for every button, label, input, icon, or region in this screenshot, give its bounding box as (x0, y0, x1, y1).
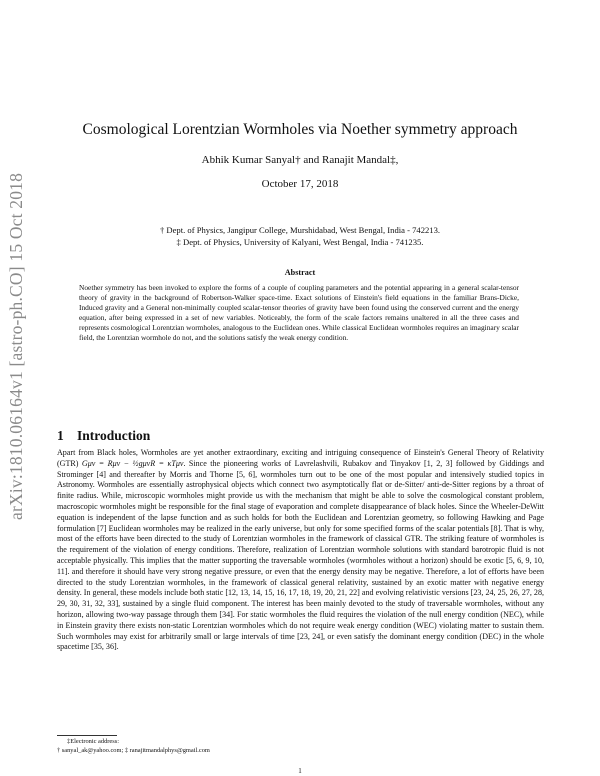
footnote-rule (57, 735, 117, 736)
page-number: 1 (298, 767, 302, 775)
paragraph-lead: Apart from Black holes, Wormholes are yet another extraordinary, exciting and intriguing consequence of Einstein's General Theory of Relativity (GTR) (57, 448, 544, 468)
affiliation-1: † Dept. of Physics, Jangipur College, Murshidabad, West Bengal, India - 742213. (159, 225, 441, 235)
paper-date: October 17, 2018 (261, 178, 339, 190)
section-heading (57, 428, 150, 444)
einstein-equation: Gμν = Rμν − ½gμνR = κTμν (81, 458, 184, 468)
author-list: Abhik Kumar Sanyal† and Ranajit Mandal‡, (201, 154, 399, 166)
footnote (57, 738, 457, 755)
footnote-label: ‡Electronic address: (67, 738, 119, 745)
paragraph-rest: . Since the pioneering works of Lavrelashvili, Rubakov and Tinyakov [1, 2, 3] followed by Giddings and Strominger [4] and thereafter by Morris and Thorne [5, 6], wormholes turn out to be one of the most popular and intensively studied topics in Astronomy. Wormholes are essentially astrophysical objects which connect two asymptotically flat or de-Sitter/ anti-de-Sitter regions by a throat of finite radius. While, microscopic wormholes might provide us with the mechanism that might be able to solve the cosmological constant problem, macroscopic wormholes might be responsible for the final stage of evaporation and complete disappearance of black holes. Since the Wheeler-DeWitt equation is independent of the lapse function and as such holds for both the Euclidean and Lorentzian geometry, so following Hawking and Page formulation [7] Euclidean wormholes may be realized in the early universe, but only for some specified forms of the scalar potentials [8]. That is why, most of the efforts have been directed to the study of Lorentzian wormholes in the framework of classical GTR. The striking feature of wormholes is the requirement of the violation of energy conditions. Therefore, realization of Lorentzian wormhole solutions with standard barotropic fluid is not acceptable physically. This implies that the matter supporting the traversable wormholes (wormholes without a horizon) should be exotic [5, 6, 9, 10, 11]. and therefore it should have very strong negative pressure, or even that the energy density may be negative. Therefore, a lot of efforts have been directed to the study Lorentzian wormholes, in the framework of classical general relativity, sustained by an exotic matter with negative energy density. In general, these models include both static [12, 13, 14, 15, 16, 17, 18, 19, 20, 21, 22] and evolving relativistic versions [23, 24, 25, 26, 27, 28, 29, 30, 31, 32, 33], sustained by a single fluid component. The interest has been mainly devoted to the study of traversable wormholes, without any horizon, allowing two-way passage through them [34]. For static wormholes the fluid requires the violation of the null energy condition (NEC), while in Einstein gravity there exists non-static Lorentzian wormholes which do not require weak energy condition (WEC) violating matter to sustain them. Such wormholes may exist for arbitrarily small or large intervals of time [23, 24], or even satisfy the dominant energy condition (DEC) in the whole spacetime [35, 36]. (57, 458, 545, 652)
body-paragraph (57, 448, 544, 653)
abstract-text: Noether symmetry has been invoked to explore the forms of a couple of coupling parameters and the potential appearing in a general scalar-tensor theory of gravity in the background of Robertson-Walker space-time. Exact solutions of Einstein's field equations in the familiar Brans-Dicke, Induced gravity and a General non-minimally coupled scalar-tensor theories of gravity have been found using the conserved current and the energy equation, after being expressed in a set of new variables. Noticeably, the form of the scale factors remains unaltered in all the three cases and represents cosmological Lorentzian wormholes, analogous to the Euclidean ones. While classical Euclidean wormholes requires an imaginary scalar field, the Lorentzian wormhole do not, and the solutions satisfy the weak energy condition. (79, 283, 519, 342)
affiliations (40, 224, 560, 248)
arxiv-identifier: arXiv:1810.06164v1 [astro-ph.CO] 15 Oct 2018 (6, 172, 26, 520)
paper-title: Cosmological Lorentzian Wormholes via Noether symmetry approach (82, 121, 518, 138)
footnote-emails: † sanyal_ak@yahoo.com; ‡ ranajitmandalphys@gmail.com (57, 746, 210, 754)
affiliation-2: ‡ Dept. of Physics, University of Kalyani, West Bengal, India - 741235. (176, 237, 424, 247)
section-title: Introduction (77, 428, 151, 443)
section-number: 1 (57, 428, 64, 443)
abstract-heading: Abstract (284, 268, 316, 277)
